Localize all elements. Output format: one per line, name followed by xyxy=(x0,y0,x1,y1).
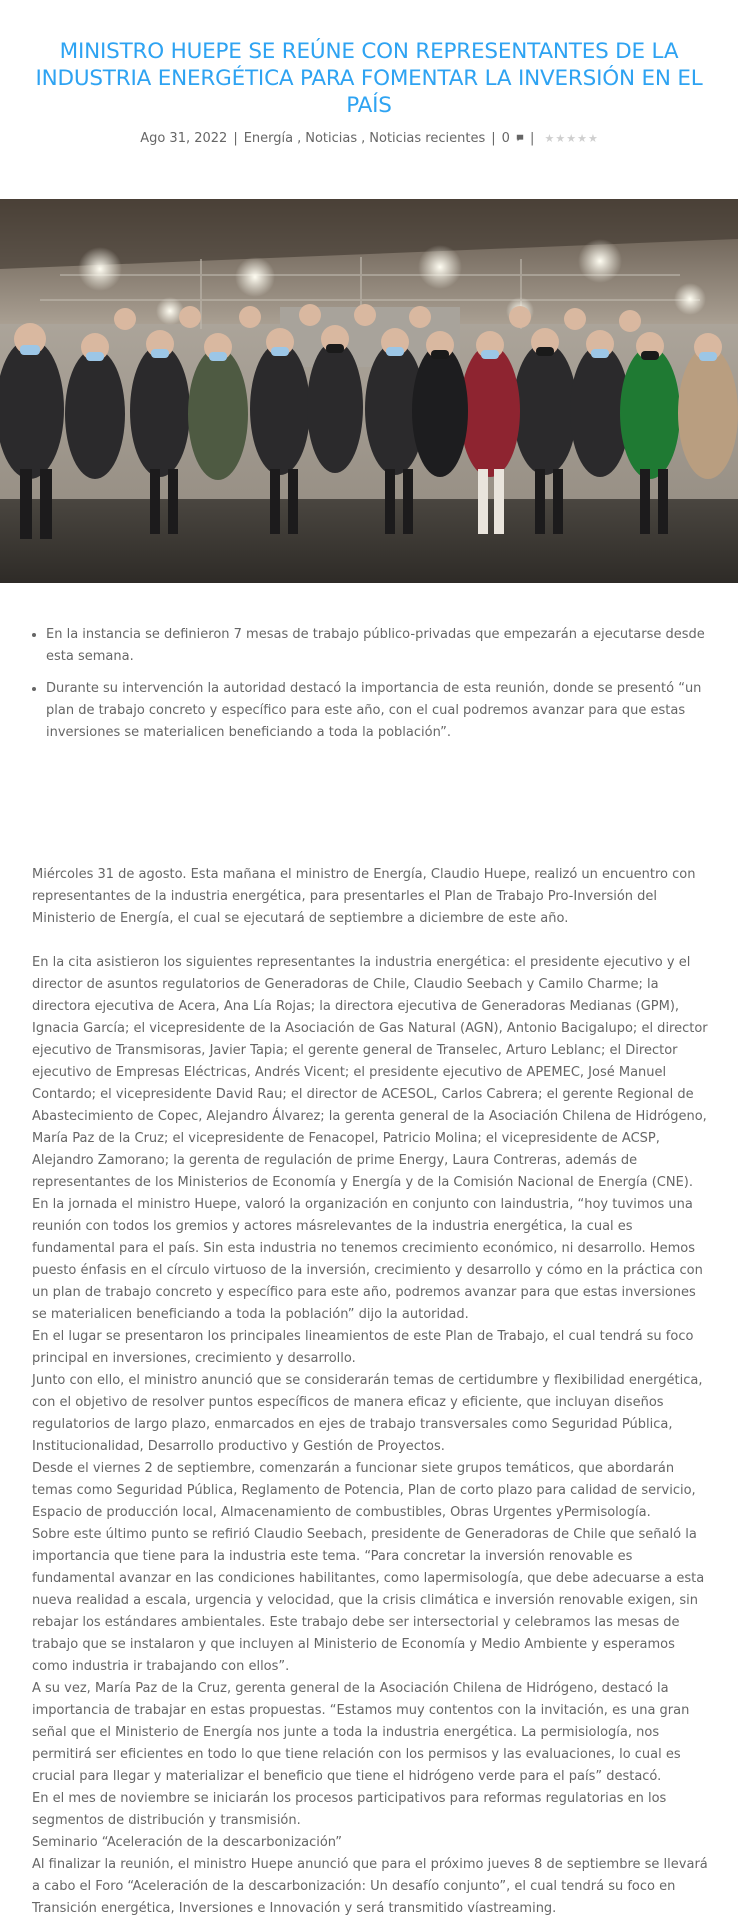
article-header xyxy=(0,0,738,146)
summary-bullet: • En la instancia se definieron 7 mesas de trabajo público-privadas que empezarán a ejecutarse desde esta semana. xyxy=(46,624,722,668)
post-meta: Ago 31, 2022 | Energía , Noticias , Noticias recientes | 0 | ★ ★ ★ ★ ★ xyxy=(140,131,598,146)
category-link-noticias[interactable]: Noticias xyxy=(305,131,358,146)
article-paragraph: En el lugar se presentaron los principales lineamientos de este Plan de Trabajo, el cual tendrá su foco principal en inversiones, crecimiento y desarrollo. xyxy=(32,1329,694,1366)
star-icon: ★ xyxy=(577,132,587,145)
star-icon: ★ xyxy=(544,132,555,145)
comment-icon xyxy=(516,134,524,142)
section-heading: Seminario “Aceleración de la descarbonización” xyxy=(32,1835,343,1850)
article-paragraph: Miércoles 31 de agosto. Esta mañana el ministro de Energía, Claudio Huepe, realizó un encuentro con representantes de la industria energética, para presentarles el Plan de Trabajo Pro-Inversión del Ministerio de Energía, el cual se ejecutará de septiembre a diciembre de este año. xyxy=(32,867,696,926)
summary-bullet: • Durante su intervención la autoridad destacó la importancia de esta reunión, donde se presentó “un plan de trabajo concreto y específico para este año, con el cual podremos avanzar para que estas inversiones se materialicen beneficiando a toda la población”. xyxy=(46,678,722,744)
article-paragraph: Desde el viernes 2 de septiembre, comenzarán a funcionar siete grupos temáticos, que abordarán temas como Seguridad Pública, Reglamento de Potencia, Plan de corto plazo para calidad de servicio, Espacio de producción local, Almacenamiento de combustibles, Obras Urgentes yPermisología. xyxy=(32,1461,696,1520)
star-icon: ★ xyxy=(566,132,577,145)
article-paragraph: En la cita asistieron los siguientes representantes la industria energética: el presidente ejecutivo y el director de asuntos regulatorios de Generadoras de Chile, Claudio Seebach y Camilo Charme; la directora ejecutiva de Acera, Ana Lía Rojas; la directora ejecutiva de Generadoras Medianas (GPM), Ignacia García; el vicepresidente de la Asociación de Gas Natural (AGN), Antonio Bacigalupo; el director ejecutivo de Transmisoras, Javier Tapia; el gerente general de Transelec, Arturo Leblanc; el Director ejecutivo de Empresas Eléctricas, Andrés Vicent; el presidente ejecutivo de APEMEC, José Manuel Contardo; el vicepresidente David Rau; el director de ACESOL, Carlos Cabrera; el gerente Regional de Abastecimiento de Copec, Alejandro Álvarez; la gerenta general de la Asociación Chilena de Hidrógeno, María Paz de la Cruz; el vicepresidente de Fenacopel, Patricio Molina; el vicepresidente de ACSP, Alejandro Zamorano; la gerenta de regulación de prime Energy, Laura Contreras, además de representantes de los Ministerios de Economía y Energía y de la Comisión Nacional de Energía (CNE). xyxy=(32,955,708,1190)
star-icon: ★ xyxy=(555,132,566,145)
comment-count: 0 xyxy=(501,131,510,146)
category-link-energia[interactable]: Energía xyxy=(243,131,294,146)
article-title: MINISTRO HUEPE SE REÚNE CON REPRESENTANTES DE LA INDUSTRIA ENERGÉTICA PARA FOMENTAR LA INVERSIÓN EN EL PAÍS xyxy=(35,39,703,118)
article-paragraph: Sobre este último punto se refirió Claudio Seebach, presidente de Generadoras de Chile que señaló la importancia que tiene para la industria este tema. “Para concretar la inversión renovable es fundamental avanzar en las condiciones habilitantes, como lapermisología, que debe adecuarse a esta nueva realidad a escala, urgencia y velocidad, que la crisis climática e inversión renovable exigen, sin rebajar los estándares ambientales. Este trabajo debe ser intersectorial y celebramos las mesas de trabajo que se instalaron y que incluyen al Ministerio de Economía y Medio Ambiente y esperamos como industria ir trabajando con ellos”. xyxy=(32,1527,705,1674)
article-paragraph: A su vez, María Paz de la Cruz, gerenta general de la Asociación Chilena de Hidrógeno, destacó la importancia de trabajar en estas propuestas. “Estamos muy contentos con la invitación, es una gran señal que el Ministerio de Energía nos junte a toda la industria energética. La permisiología, nos permitirá ser eficientes en todo lo que tiene relación con los permisos y las evaluaciones, lo cual es crucial para llegar y materializar el beneficio que tiene el hidrógeno verde para el país” destacó. xyxy=(32,1681,690,1784)
star-icon: ★ xyxy=(587,132,598,145)
category-link-noticias-recientes[interactable]: Noticias recientes xyxy=(369,131,486,146)
article-paragraph: En el mes de noviembre se iniciarán los procesos participativos para reformas regulatorias en los segmentos de distribución y transmisión. xyxy=(32,1791,667,1828)
comments-link[interactable] xyxy=(502,131,524,146)
article-paragraph: En la jornada el ministro Huepe, valoró la organización en conjunto con laindustria, “hoy tuvimos una reunión con todos los gremios y actores másrelevantes de la industria energética, la cual es fundamental para el país. Sin esta industria no tenemos crecimiento económico, ni desarrollo. Hemos puesto énfasis en el círculo virtuoso de la inversión, crecimiento y desarrollo y cómo en la práctica con un plan de trabajo concreto y específico para este año, podremos avanzar para que estas inversiones se materialicen beneficiando a toda la población” dijo la autoridad. xyxy=(32,1197,703,1322)
article-paragraph: Al finalizar la reunión, el ministro Huepe anunció que para el próximo jueves 8 de septiembre se llevará a cabo el Foro “Aceleración de la descarbonización: Un desafío conjunto”, el cual tendrá su foco en Transición energética, Inversiones e Innovación y será transmitido víastreaming. xyxy=(32,1857,708,1916)
summary-bullets xyxy=(32,624,722,754)
group-photo xyxy=(0,199,738,583)
post-date: Ago 31, 2022 xyxy=(140,131,228,146)
rating-stars xyxy=(544,133,597,144)
article-body xyxy=(32,864,708,1920)
article-paragraph: Junto con ello, el ministro anunció que se considerarán temas de certidumbre y flexibilidad energética, con el objetivo de resolver puntos específicos de manera eficaz y eficiente, que incluyan diseños regulatorios de largo plazo, enmarcados en ejes de trabajo transversales como Seguridad Pública, Institucionalidad, Desarrollo productivo y Gestión de Proyectos. xyxy=(32,1373,703,1454)
group-photo-image xyxy=(0,199,738,583)
